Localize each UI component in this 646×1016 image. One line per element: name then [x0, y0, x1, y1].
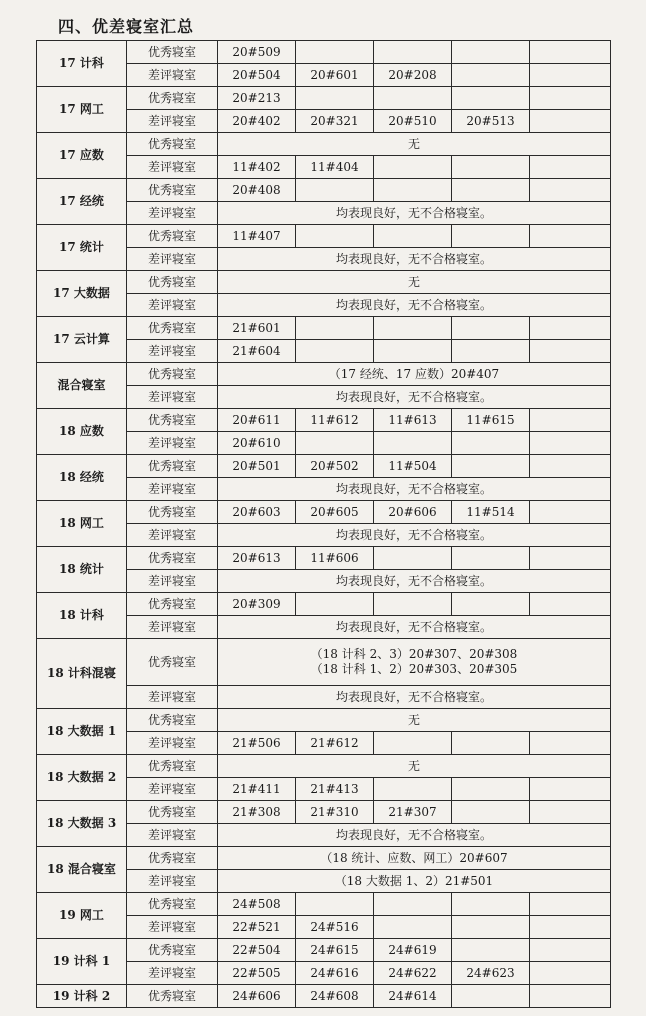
- poor-label: 差评寝室: [127, 524, 218, 547]
- excellent-room: 20#509: [218, 41, 296, 64]
- excellent-room: 11#606: [296, 547, 374, 570]
- table-row: [37, 639, 611, 686]
- excellent-room: 20#605: [296, 501, 374, 524]
- excellent-room: [452, 41, 530, 64]
- table-row: [37, 847, 611, 870]
- excellent-room: 20#502: [296, 455, 374, 478]
- excellent-room: [452, 317, 530, 340]
- table-row: [37, 801, 611, 824]
- poor-room: 20#321: [296, 110, 374, 133]
- excellent-room: [374, 87, 452, 110]
- excellent-note: 无: [218, 709, 611, 732]
- excellent-label: 优秀寝室: [127, 893, 218, 916]
- poor-note: 均表现良好，无不合格寝室。: [218, 294, 611, 317]
- excellent-room: 24#508: [218, 893, 296, 916]
- class-name: 18 经统: [37, 455, 127, 501]
- poor-room: [452, 156, 530, 179]
- table-row: [37, 271, 611, 294]
- excellent-room: 24#614: [374, 985, 452, 1008]
- excellent-room: [374, 547, 452, 570]
- class-name: 混合寝室: [37, 363, 127, 409]
- poor-label: 差评寝室: [127, 386, 218, 409]
- excellent-note: 无: [218, 755, 611, 778]
- excellent-room: [530, 317, 611, 340]
- excellent-room: 21#310: [296, 801, 374, 824]
- poor-label: 差评寝室: [127, 202, 218, 225]
- poor-room: 21#612: [296, 732, 374, 755]
- table-row: [37, 755, 611, 778]
- table-row: [37, 179, 611, 202]
- poor-label: 差评寝室: [127, 916, 218, 939]
- excellent-note: [218, 639, 611, 686]
- excellent-line: （18 计科 2、3）20#307、20#308: [310, 647, 518, 661]
- excellent-room: [530, 547, 611, 570]
- poor-room: [296, 432, 374, 455]
- poor-note: 均表现良好，无不合格寝室。: [218, 478, 611, 501]
- excellent-room: 11#615: [452, 409, 530, 432]
- table-row: [37, 939, 611, 962]
- excellent-note: （17 经统、17 应数）20#407: [218, 363, 611, 386]
- class-name: 18 大数据 2: [37, 755, 127, 801]
- poor-room: 21#413: [296, 778, 374, 801]
- excellent-label: 优秀寝室: [127, 271, 218, 294]
- poor-room: 21#411: [218, 778, 296, 801]
- poor-room: [374, 916, 452, 939]
- poor-room: [530, 732, 611, 755]
- excellent-room: [530, 41, 611, 64]
- poor-room: 22#521: [218, 916, 296, 939]
- excellent-label: 优秀寝室: [127, 87, 218, 110]
- excellent-room: 11#613: [374, 409, 452, 432]
- excellent-room: 11#514: [452, 501, 530, 524]
- excellent-label: 优秀寝室: [127, 409, 218, 432]
- excellent-room: [374, 893, 452, 916]
- excellent-room: [452, 801, 530, 824]
- poor-label: 差评寝室: [127, 778, 218, 801]
- excellent-room: [452, 87, 530, 110]
- class-name: 17 云计算: [37, 317, 127, 363]
- excellent-room: 21#601: [218, 317, 296, 340]
- excellent-label: 优秀寝室: [127, 133, 218, 156]
- excellent-room: 21#308: [218, 801, 296, 824]
- excellent-room: [452, 939, 530, 962]
- excellent-label: 优秀寝室: [127, 709, 218, 732]
- poor-room: 20#513: [452, 110, 530, 133]
- class-name: 18 大数据 1: [37, 709, 127, 755]
- poor-room: [452, 340, 530, 363]
- excellent-room: [374, 179, 452, 202]
- excellent-room: [374, 225, 452, 248]
- excellent-room: [530, 593, 611, 616]
- excellent-line: （18 计科 1、2）20#303、20#305: [310, 662, 518, 676]
- poor-room: [530, 340, 611, 363]
- excellent-room: [296, 41, 374, 64]
- poor-label: 差评寝室: [127, 478, 218, 501]
- poor-room: [452, 732, 530, 755]
- class-name: 17 网工: [37, 87, 127, 133]
- poor-room: [374, 778, 452, 801]
- poor-room: 20#610: [218, 432, 296, 455]
- table-row: [37, 409, 611, 432]
- excellent-label: 优秀寝室: [127, 801, 218, 824]
- poor-label: 差评寝室: [127, 294, 218, 317]
- excellent-room: 20#309: [218, 593, 296, 616]
- excellent-room: 20#613: [218, 547, 296, 570]
- excellent-room: 22#504: [218, 939, 296, 962]
- table-row: [37, 985, 611, 1008]
- excellent-room: 24#608: [296, 985, 374, 1008]
- class-name: 19 网工: [37, 893, 127, 939]
- excellent-room: [530, 985, 611, 1008]
- poor-room: [452, 432, 530, 455]
- poor-note: 均表现良好，无不合格寝室。: [218, 524, 611, 547]
- excellent-room: 24#615: [296, 939, 374, 962]
- excellent-room: [296, 593, 374, 616]
- class-name: 18 混合寝室: [37, 847, 127, 893]
- class-name: 18 计科: [37, 593, 127, 639]
- excellent-label: 优秀寝室: [127, 639, 218, 686]
- poor-room: 22#505: [218, 962, 296, 985]
- poor-room: 24#616: [296, 962, 374, 985]
- poor-label: 差评寝室: [127, 616, 218, 639]
- excellent-room: [530, 893, 611, 916]
- excellent-note: （18 统计、应数、网工）20#607: [218, 847, 611, 870]
- table-row: [37, 893, 611, 916]
- excellent-room: [530, 87, 611, 110]
- table-row: [37, 317, 611, 340]
- excellent-room: 20#603: [218, 501, 296, 524]
- poor-note: 均表现良好，无不合格寝室。: [218, 824, 611, 847]
- table-row: [37, 501, 611, 524]
- excellent-room: 24#619: [374, 939, 452, 962]
- poor-room: [374, 732, 452, 755]
- excellent-room: [374, 593, 452, 616]
- poor-room: [452, 64, 530, 87]
- poor-label: 差评寝室: [127, 824, 218, 847]
- excellent-label: 优秀寝室: [127, 547, 218, 570]
- class-name: 17 统计: [37, 225, 127, 271]
- poor-label: 差评寝室: [127, 962, 218, 985]
- excellent-room: [452, 179, 530, 202]
- class-name: 17 经统: [37, 179, 127, 225]
- poor-label: 差评寝室: [127, 686, 218, 709]
- poor-note: 均表现良好，无不合格寝室。: [218, 248, 611, 271]
- poor-room: [530, 778, 611, 801]
- excellent-room: 24#606: [218, 985, 296, 1008]
- table-row: [37, 133, 611, 156]
- table-row: [37, 455, 611, 478]
- poor-note: 均表现良好，无不合格寝室。: [218, 616, 611, 639]
- excellent-room: [296, 317, 374, 340]
- poor-room: [530, 156, 611, 179]
- poor-room: [530, 64, 611, 87]
- poor-label: 差评寝室: [127, 64, 218, 87]
- excellent-room: [374, 317, 452, 340]
- class-name: 18 网工: [37, 501, 127, 547]
- dorm-summary-table: [36, 40, 611, 1008]
- excellent-label: 优秀寝室: [127, 985, 218, 1008]
- class-name: 17 计科: [37, 41, 127, 87]
- excellent-room: [374, 41, 452, 64]
- poor-room: 20#510: [374, 110, 452, 133]
- table-row: [37, 593, 611, 616]
- table-row: [37, 709, 611, 732]
- excellent-label: 优秀寝室: [127, 593, 218, 616]
- excellent-room: 11#504: [374, 455, 452, 478]
- poor-label: 差评寝室: [127, 570, 218, 593]
- poor-room: 21#604: [218, 340, 296, 363]
- excellent-room: [452, 455, 530, 478]
- excellent-note: 无: [218, 271, 611, 294]
- excellent-room: [452, 225, 530, 248]
- excellent-label: 优秀寝室: [127, 939, 218, 962]
- table-row: [37, 547, 611, 570]
- poor-label: 差评寝室: [127, 110, 218, 133]
- excellent-room: [452, 593, 530, 616]
- class-name: 18 计科混寝: [37, 639, 127, 709]
- poor-label: 差评寝室: [127, 340, 218, 363]
- poor-room: 21#506: [218, 732, 296, 755]
- poor-label: 差评寝室: [127, 732, 218, 755]
- poor-room: [374, 156, 452, 179]
- table-row: [37, 363, 611, 386]
- poor-label: 差评寝室: [127, 248, 218, 271]
- poor-room: 20#601: [296, 64, 374, 87]
- poor-note: 均表现良好，无不合格寝室。: [218, 570, 611, 593]
- excellent-room: [530, 939, 611, 962]
- excellent-label: 优秀寝室: [127, 179, 218, 202]
- excellent-label: 优秀寝室: [127, 225, 218, 248]
- poor-label: 差评寝室: [127, 870, 218, 893]
- class-name: 19 计科 1: [37, 939, 127, 985]
- excellent-label: 优秀寝室: [127, 317, 218, 340]
- poor-room: 11#402: [218, 156, 296, 179]
- excellent-room: [530, 179, 611, 202]
- poor-room: [296, 340, 374, 363]
- excellent-room: 20#501: [218, 455, 296, 478]
- poor-room: [530, 432, 611, 455]
- poor-room: 24#622: [374, 962, 452, 985]
- table-row: [37, 41, 611, 64]
- excellent-room: 21#307: [374, 801, 452, 824]
- class-name: 17 应数: [37, 133, 127, 179]
- excellent-room: 20#213: [218, 87, 296, 110]
- excellent-room: [452, 547, 530, 570]
- excellent-label: 优秀寝室: [127, 455, 218, 478]
- excellent-room: [530, 409, 611, 432]
- excellent-room: [296, 87, 374, 110]
- excellent-label: 优秀寝室: [127, 755, 218, 778]
- class-name: 18 统计: [37, 547, 127, 593]
- poor-room: 20#504: [218, 64, 296, 87]
- excellent-room: [530, 801, 611, 824]
- poor-room: [374, 340, 452, 363]
- excellent-label: 优秀寝室: [127, 41, 218, 64]
- poor-note: 均表现良好，无不合格寝室。: [218, 386, 611, 409]
- excellent-label: 优秀寝室: [127, 501, 218, 524]
- excellent-room: 11#407: [218, 225, 296, 248]
- class-name: 18 应数: [37, 409, 127, 455]
- excellent-label: 优秀寝室: [127, 363, 218, 386]
- excellent-room: [530, 501, 611, 524]
- excellent-room: [452, 893, 530, 916]
- table-row: [37, 225, 611, 248]
- excellent-room: 11#612: [296, 409, 374, 432]
- class-name: 19 计科 2: [37, 985, 127, 1008]
- excellent-room: 20#606: [374, 501, 452, 524]
- poor-note: 均表现良好，无不合格寝室。: [218, 686, 611, 709]
- poor-room: [452, 916, 530, 939]
- excellent-label: 优秀寝室: [127, 847, 218, 870]
- poor-room: 24#516: [296, 916, 374, 939]
- table-row: [37, 87, 611, 110]
- section-title: 四、优差寝室汇总: [58, 17, 195, 36]
- excellent-room: 20#611: [218, 409, 296, 432]
- poor-room: [530, 916, 611, 939]
- poor-note: （18 大数据 1、2）21#501: [218, 870, 611, 893]
- poor-room: 20#402: [218, 110, 296, 133]
- excellent-room: [296, 179, 374, 202]
- excellent-room: [296, 225, 374, 248]
- excellent-room: [530, 455, 611, 478]
- class-name: 18 大数据 3: [37, 801, 127, 847]
- poor-label: 差评寝室: [127, 156, 218, 179]
- poor-label: 差评寝室: [127, 432, 218, 455]
- poor-room: 11#404: [296, 156, 374, 179]
- excellent-note: 无: [218, 133, 611, 156]
- poor-room: [452, 778, 530, 801]
- excellent-room: [296, 893, 374, 916]
- poor-room: 20#208: [374, 64, 452, 87]
- poor-room: 24#623: [452, 962, 530, 985]
- excellent-room: [530, 225, 611, 248]
- class-name: 17 大数据: [37, 271, 127, 317]
- poor-room: [530, 962, 611, 985]
- poor-note: 均表现良好，无不合格寝室。: [218, 202, 611, 225]
- excellent-room: [452, 985, 530, 1008]
- excellent-room: 20#408: [218, 179, 296, 202]
- poor-room: [530, 110, 611, 133]
- poor-room: [374, 432, 452, 455]
